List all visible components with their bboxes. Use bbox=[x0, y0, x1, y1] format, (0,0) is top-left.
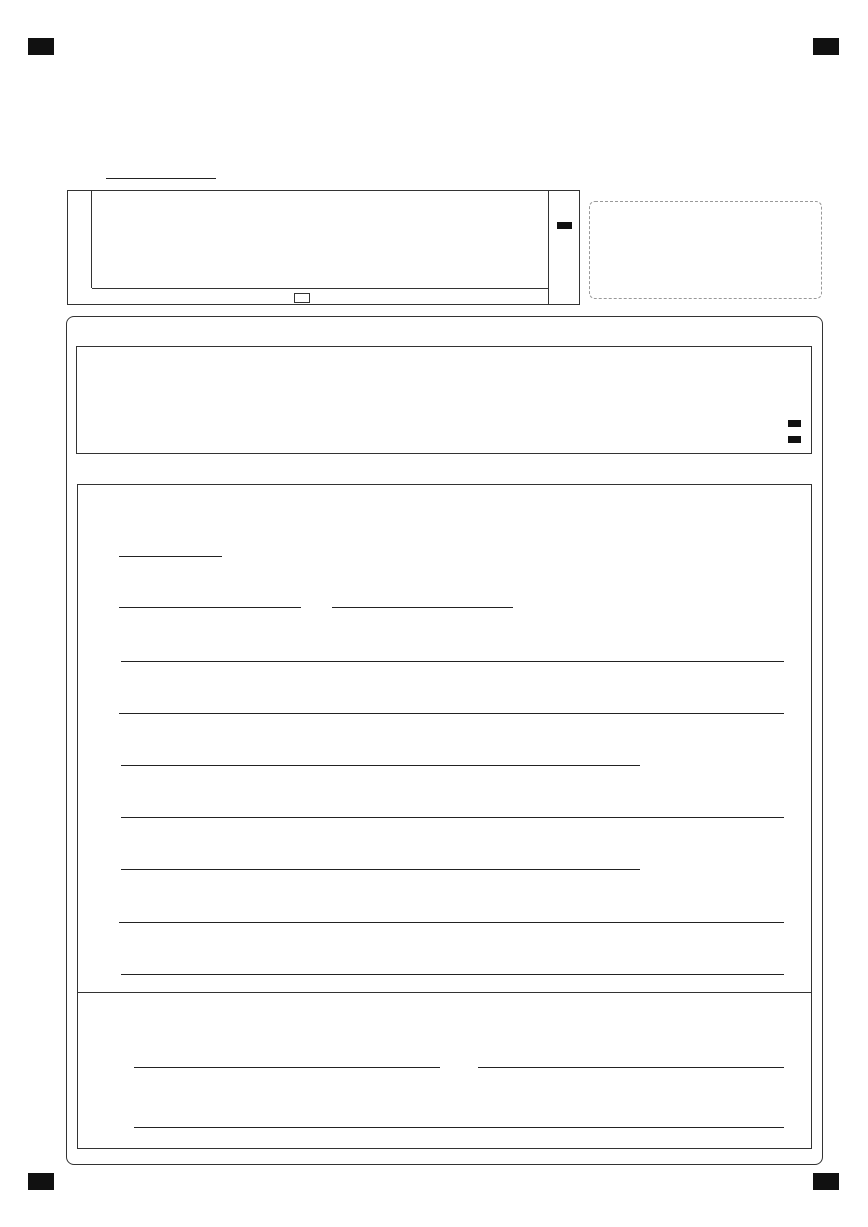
corner-mark-bottom-right bbox=[813, 1173, 839, 1190]
q20-part1b-line[interactable] bbox=[134, 1127, 784, 1128]
q19-part3-line-a[interactable] bbox=[119, 713, 784, 714]
name-field[interactable] bbox=[106, 178, 216, 179]
corner-mark-bottom-left bbox=[28, 1173, 54, 1190]
notice-side-label bbox=[68, 191, 92, 288]
barcode-area bbox=[589, 201, 822, 299]
mark-small-2 bbox=[788, 436, 801, 443]
q19-part3-line-b[interactable] bbox=[121, 765, 640, 766]
q19-part1-line[interactable] bbox=[119, 556, 222, 557]
corner-mark-top-left bbox=[28, 38, 54, 55]
notice-panel bbox=[67, 190, 580, 305]
q20-part1-line-b[interactable] bbox=[478, 1067, 784, 1068]
q19-part2-line-b[interactable] bbox=[332, 607, 513, 608]
q19-part3-line-c[interactable] bbox=[121, 817, 784, 818]
fill-sample bbox=[548, 191, 579, 304]
choice-grid bbox=[76, 346, 812, 454]
q20-part1-line-a[interactable] bbox=[134, 1067, 440, 1068]
q19-part4-line-b[interactable] bbox=[121, 974, 784, 975]
q19-part4-line-a[interactable] bbox=[119, 922, 784, 923]
q19-part2-line-a[interactable] bbox=[119, 607, 301, 608]
absent-checkbox[interactable] bbox=[294, 293, 310, 303]
question-divider bbox=[77, 992, 812, 993]
mark-small-1 bbox=[788, 420, 801, 427]
q19-part2-line-c[interactable] bbox=[121, 661, 784, 662]
corner-mark-top-right bbox=[813, 38, 839, 55]
q19-part3-line-d[interactable] bbox=[121, 869, 640, 870]
notice-bottom-row bbox=[92, 288, 548, 306]
fill-sample-mark bbox=[557, 222, 572, 229]
